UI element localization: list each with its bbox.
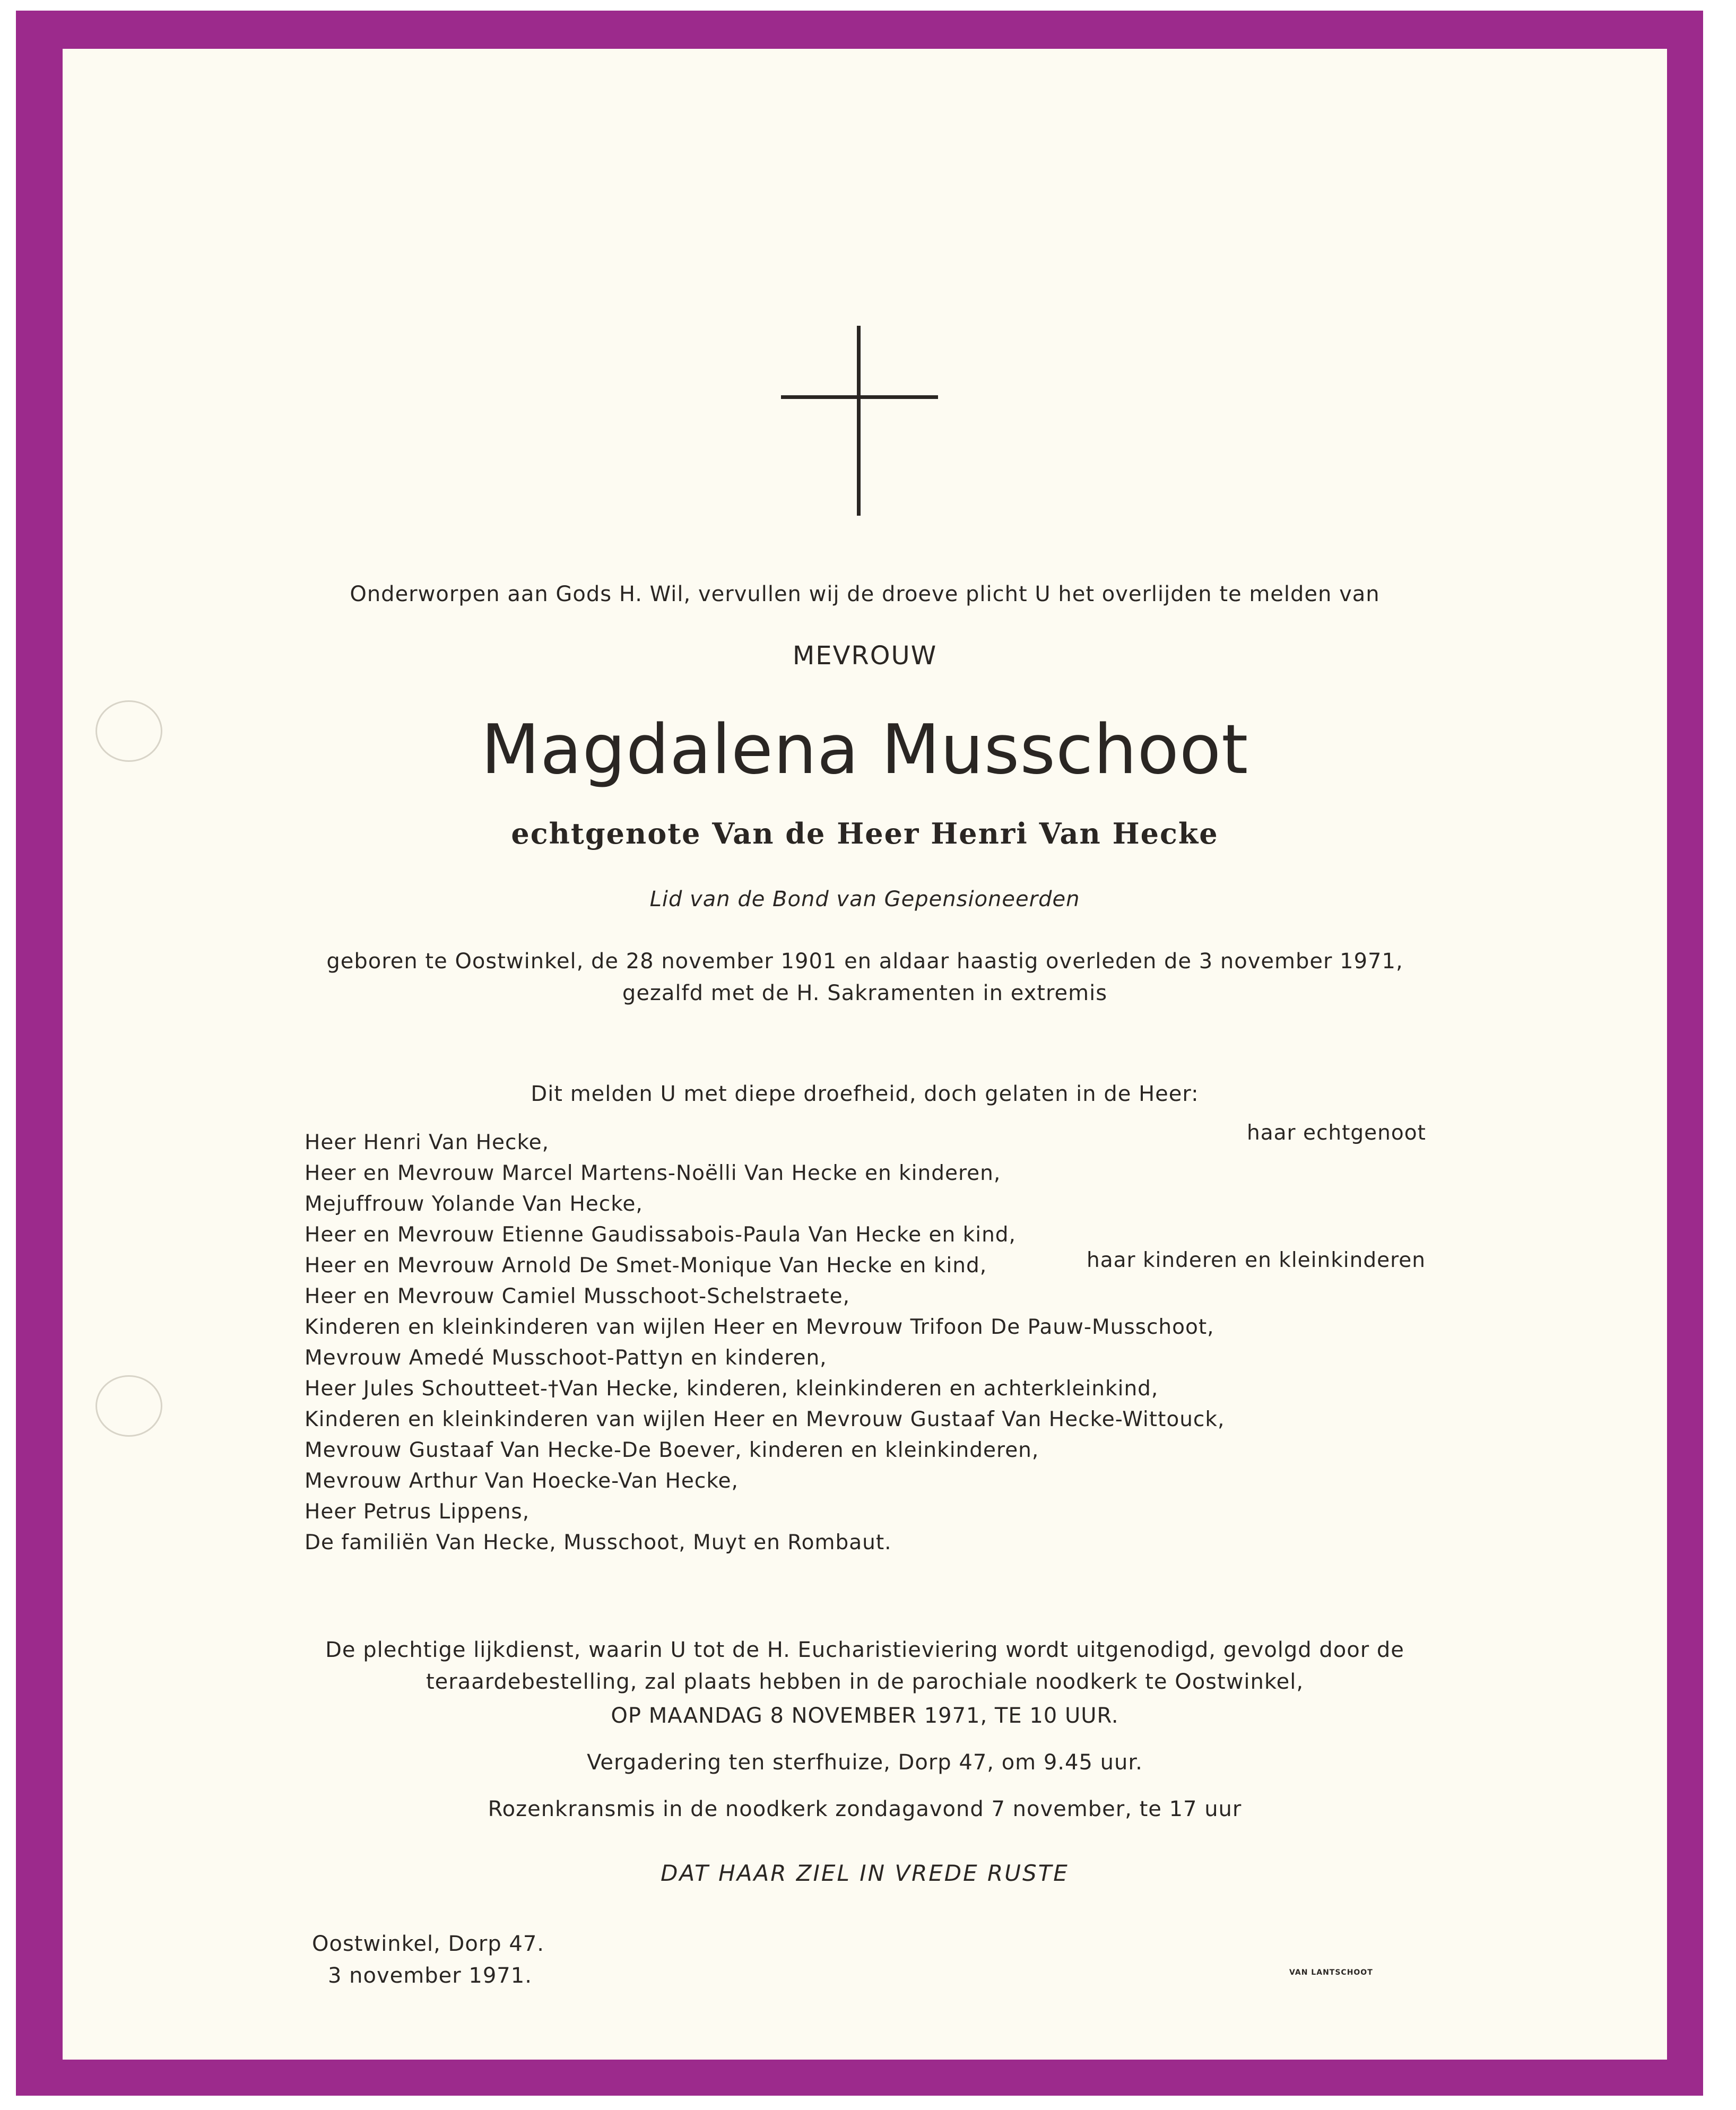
- list-item: Heer en Mevrouw Arnold De Smet-Monique Van Hecke en kind,: [305, 1254, 987, 1278]
- service-date: OP MAANDAG 8 NOVEMBER 1971, TE 10 UUR.: [611, 1704, 1119, 1728]
- intro-text: Onderworpen aan Gods H. Wil, vervullen wij de droeve plicht U het overlijden te melden van: [350, 582, 1380, 606]
- rest-in-peace-line: DAT HAAR ZIEL IN VREDE RUSTE: [661, 1860, 1069, 1886]
- rosary-line: Rozenkransmis in de noodkerk zondagavond 7 november, te 17 uur: [488, 1797, 1242, 1821]
- relation-children: haar kinderen en kleinkinderen: [1087, 1248, 1426, 1272]
- list-item: De familiën Van Hecke, Musschoot, Muyt en Rombaut.: [305, 1531, 892, 1555]
- death-notice-card: [63, 49, 1667, 2060]
- list-item: Heer Henri Van Hecke,: [305, 1131, 550, 1154]
- list-item: Heer en Mevrouw Marcel Martens-Noëlli Van Hecke en kinderen,: [305, 1161, 1001, 1185]
- place-line: Oostwinkel, Dorp 47.: [312, 1932, 544, 1956]
- birth-death-line: geboren te Oostwinkel, de 28 november 1901 en aldaar haastig overleden de 3 november 1971,: [326, 949, 1403, 974]
- list-item: Heer Jules Schoutteet-†Van Hecke, kinderen, kleinkinderen en achterkleinkind,: [305, 1377, 1159, 1401]
- list-item: Mevrouw Arthur Van Hoecke-Van Hecke,: [305, 1469, 739, 1493]
- list-item: Kinderen en kleinkinderen van wijlen Heer en Mevrouw Gustaaf Van Hecke-Wittouck,: [305, 1408, 1225, 1431]
- sacraments-line: gezalfd met de H. Sakramenten in extremis: [622, 981, 1108, 1005]
- announcement-line: Dit melden U met diepe droefheid, doch gelaten in de Heer:: [531, 1082, 1199, 1106]
- relation-husband: haar echtgenoot: [1247, 1121, 1426, 1145]
- list-item: Heer en Mevrouw Camiel Musschoot-Schelstraete,: [305, 1284, 850, 1308]
- service-line-1: De plechtige lijkdienst, waarin U tot de H. Eucharistieviering wordt uitgenodigd, gevolgd door de: [325, 1638, 1404, 1662]
- honorific-title: MEVROUW: [792, 641, 938, 671]
- cross-vertical-bar: [857, 326, 861, 516]
- spouse-line: echtgenote Van de Heer Henri Van Hecke: [511, 817, 1219, 850]
- list-item: Kinderen en kleinkinderen van wijlen Heer en Mevrouw Trifoon De Pauw-Musschoot,: [305, 1315, 1214, 1339]
- list-item: Heer Petrus Lippens,: [305, 1500, 530, 1524]
- deceased-name: Magdalena Musschoot: [481, 710, 1249, 789]
- list-item: Mevrouw Amedé Musschoot-Pattyn en kinderen,: [305, 1346, 827, 1370]
- printer-mark: VAN LANTSCHOOT: [1289, 1968, 1373, 1977]
- service-line-2: teraardebestelling, zal plaats hebben in de parochiale noodkerk te Oostwinkel,: [426, 1670, 1304, 1694]
- list-item: Mejuffrouw Yolande Van Hecke,: [305, 1192, 643, 1216]
- list-item: Mevrouw Gustaaf Van Hecke-De Boever, kinderen en kleinkinderen,: [305, 1438, 1039, 1462]
- membership-line: Lid van de Bond van Gepensioneerden: [649, 887, 1080, 911]
- list-item: Heer en Mevrouw Etienne Gaudissabois-Paula Van Hecke en kind,: [305, 1223, 1016, 1247]
- date-line: 3 november 1971.: [328, 1964, 532, 1988]
- meeting-line: Vergadering ten sterfhuize, Dorp 47, om 9.45 uur.: [587, 1750, 1143, 1775]
- cross-horizontal-bar: [781, 395, 938, 399]
- punch-hole-bottom: [96, 1375, 162, 1437]
